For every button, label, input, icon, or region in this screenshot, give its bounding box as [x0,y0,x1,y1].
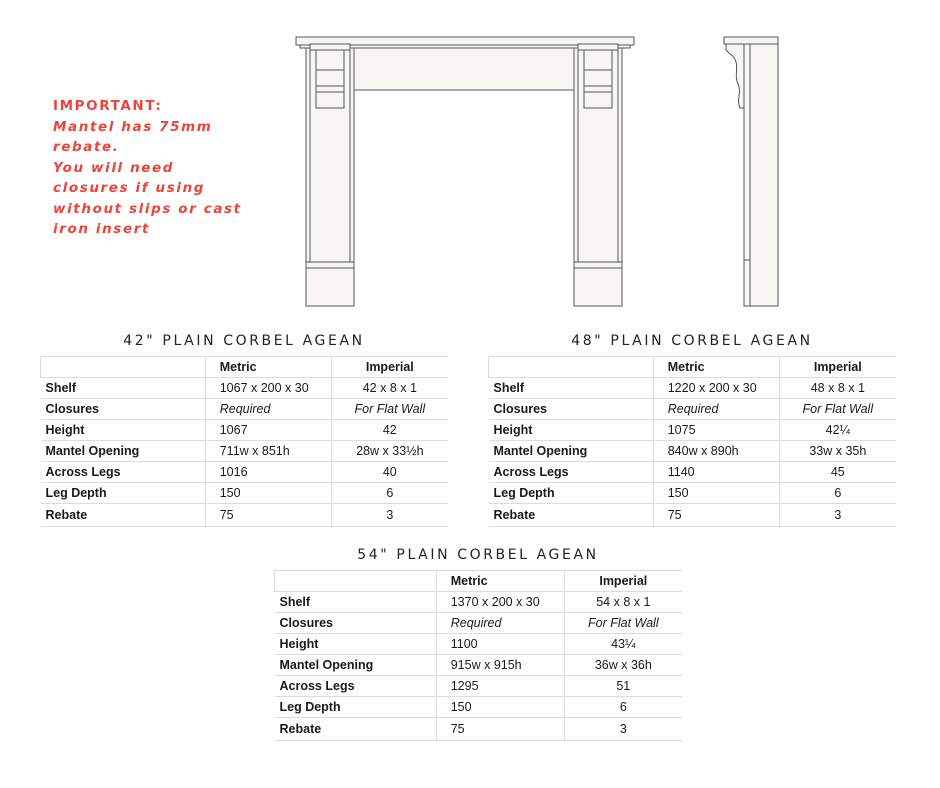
note-line: rebate. [53,139,120,155]
table-row [41,462,449,483]
metric-value: 915w x 915h [436,655,564,676]
table-header-row [41,357,449,378]
table-row [41,420,449,441]
metric-value: 75 [436,718,564,741]
header-label [489,357,654,378]
row-label: Rebate [41,504,206,527]
imperial-value: 3 [331,504,448,527]
metric-value: 75 [205,504,331,527]
table-row [489,399,897,420]
imperial-value: 28w x 33½h [331,441,448,462]
imperial-value: For Flat Wall [779,399,896,420]
imperial-value: 36w x 36h [564,655,682,676]
row-label: Across Legs [41,462,206,483]
mantel-side-elevation [724,37,778,306]
header-imperial: Imperial [331,357,448,378]
spec-table-54 [274,570,682,741]
metric-value: 150 [205,483,331,504]
row-label: Height [41,420,206,441]
imperial-value: 42¼ [779,420,896,441]
row-label: Across Legs [489,462,654,483]
table-row [489,378,897,399]
table-row [41,483,449,504]
metric-value: 1220 x 200 x 30 [653,378,779,399]
table-row [41,378,449,399]
table-title-48: 48" PLAIN CORBEL AGEAN [571,333,813,349]
metric-value: 1067 x 200 x 30 [205,378,331,399]
row-label: Leg Depth [489,483,654,504]
imperial-value: 42 [331,420,448,441]
imperial-value: 6 [331,483,448,504]
metric-value: 1067 [205,420,331,441]
spec-table-48 [488,356,896,527]
row-label: Height [275,634,437,655]
note-line: closures if using [53,180,206,196]
row-label: Across Legs [275,676,437,697]
row-label: Rebate [489,504,654,527]
imperial-value: 3 [779,504,896,527]
header-metric: Metric [205,357,331,378]
imperial-value: 48 x 8 x 1 [779,378,896,399]
row-label: Rebate [275,718,437,741]
row-label: Shelf [489,378,654,399]
table-header-row [489,357,897,378]
table-header-row [275,571,683,592]
imperial-value: For Flat Wall [564,613,682,634]
table-row [489,420,897,441]
header-label [41,357,206,378]
imperial-value: For Flat Wall [331,399,448,420]
table-row [275,655,683,676]
row-label: Closures [275,613,437,634]
metric-value: 711w x 851h [205,441,331,462]
metric-value: Required [205,399,331,420]
imperial-value: 43¼ [564,634,682,655]
table-title-42: 42" PLAIN CORBEL AGEAN [123,333,365,349]
spec-table-42 [40,356,448,527]
row-label: Leg Depth [275,697,437,718]
imperial-value: 40 [331,462,448,483]
metric-value: 1100 [436,634,564,655]
imperial-value: 33w x 35h [779,441,896,462]
table-row [489,504,897,527]
table-row [275,676,683,697]
row-label: Shelf [41,378,206,399]
table-row [41,504,449,527]
imperial-value: 45 [779,462,896,483]
table-row [489,462,897,483]
metric-value: 1016 [205,462,331,483]
row-label: Leg Depth [41,483,206,504]
row-label: Mantel Opening [489,441,654,462]
table-row [275,613,683,634]
header-imperial: Imperial [779,357,896,378]
note-line: iron insert [53,221,151,237]
row-label: Mantel Opening [275,655,437,676]
metric-value: 150 [436,697,564,718]
metric-value: 75 [653,504,779,527]
metric-value: Required [436,613,564,634]
table-row [489,441,897,462]
row-label: Closures [41,399,206,420]
imperial-value: 6 [564,697,682,718]
header-metric: Metric [653,357,779,378]
table-title-54: 54" PLAIN CORBEL AGEAN [357,547,599,563]
mantel-front-elevation [296,37,634,306]
note-line: without slips or cast [53,200,242,217]
header-metric: Metric [436,571,564,592]
imperial-value: 54 x 8 x 1 [564,592,682,613]
imperial-value: 6 [779,483,896,504]
imperial-value: 42 x 8 x 1 [331,378,448,399]
table-row [41,399,449,420]
table-row [275,718,683,741]
note-line: You will need [53,159,175,176]
note-heading: IMPORTANT: [53,98,163,114]
header-imperial: Imperial [564,571,682,592]
metric-value: 150 [653,483,779,504]
metric-value: 1075 [653,420,779,441]
metric-value: 1370 x 200 x 30 [436,592,564,613]
mantel-drawings [0,0,940,320]
table-row [275,634,683,655]
row-label: Closures [489,399,654,420]
metric-value: 1295 [436,676,564,697]
row-label: Shelf [275,592,437,613]
table-row [275,697,683,718]
metric-value: 840w x 890h [653,441,779,462]
note-line: Mantel has 75mm [53,118,213,135]
table-row [489,483,897,504]
imperial-value: 51 [564,676,682,697]
row-label: Mantel Opening [41,441,206,462]
imperial-value: 3 [564,718,682,741]
table-row [275,592,683,613]
metric-value: Required [653,399,779,420]
metric-value: 1140 [653,462,779,483]
table-row [41,441,449,462]
header-label [275,571,437,592]
row-label: Height [489,420,654,441]
